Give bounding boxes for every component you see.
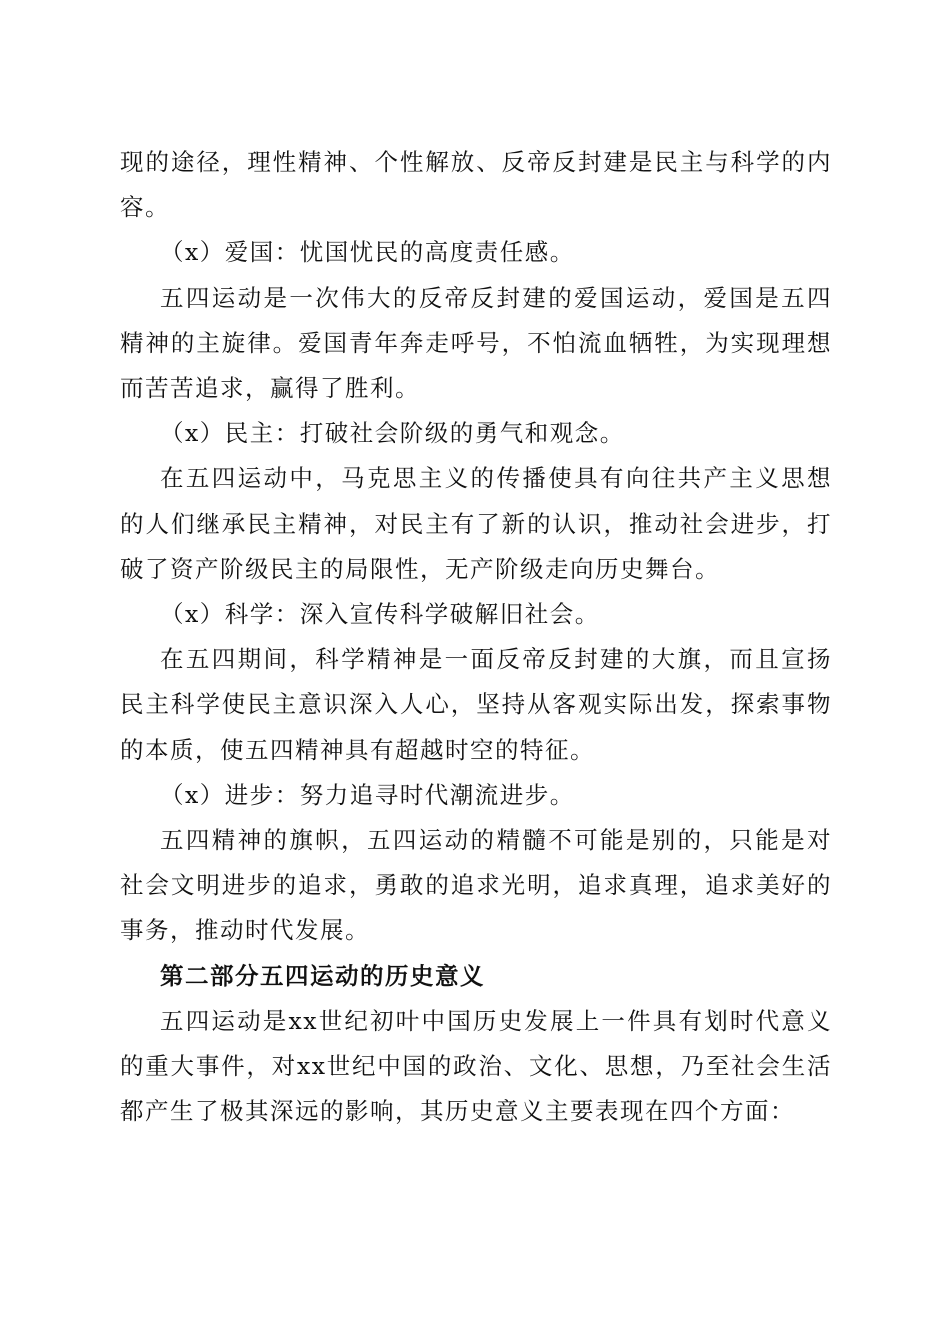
subheading-patriotism: （x）爱国：忧国忧民的高度责任感。 (160, 238, 575, 267)
paragraph-continuation: 现的途径，理性精神、个性解放、反帝反封建是民主与科学的内容。 (120, 148, 832, 222)
paragraph-science: 在五四期间，科学精神是一面反帝反封建的大旗，而且宣扬民主科学使民主意识深入人心，坚持从客观实际出发，探索事物的本质，使五四精神具有超越时空的特征。 (120, 645, 832, 764)
paragraph-progress: 五四精神的旗帜，五四运动的精髓不可能是别的，只能是对社会文明进步的追求，勇敢的追求光明，追求真理，追求美好的事务，推动时代发展。 (120, 826, 832, 945)
document-body (120, 140, 832, 1134)
subheading-science: （x）科学：深入宣传科学破解旧社会。 (160, 600, 600, 629)
subheading-democracy: （x）民主：打破社会阶级的勇气和观念。 (160, 419, 625, 448)
section-heading-part-two: 第二部分五四运动的历史意义 (160, 961, 485, 990)
paragraph-democracy: 在五四运动中，马克思主义的传播使具有向往共产主义思想的人们继承民主精神，对民主有了新的认识，推动社会进步，打破了资产阶级民主的局限性，无产阶级走向历史舞台。 (120, 464, 832, 583)
paragraph-historical-significance: 五四运动是xx世纪初叶中国历史发展上一件具有划时代意义的重大事件，对xx世纪中国的政治、文化、思想，乃至社会生活都产生了极其深远的影响，其历史意义主要表现在四个方面： (120, 1006, 832, 1126)
subheading-progress: （x）进步：努力追寻时代潮流进步。 (160, 780, 575, 809)
paragraph-patriotism: 五四运动是一次伟大的反帝反封建的爱国运动，爱国是五四精神的主旋律。爱国青年奔走呼号，不怕流血牺牲，为实现理想而苦苦追求，赢得了胜利。 (120, 283, 832, 403)
